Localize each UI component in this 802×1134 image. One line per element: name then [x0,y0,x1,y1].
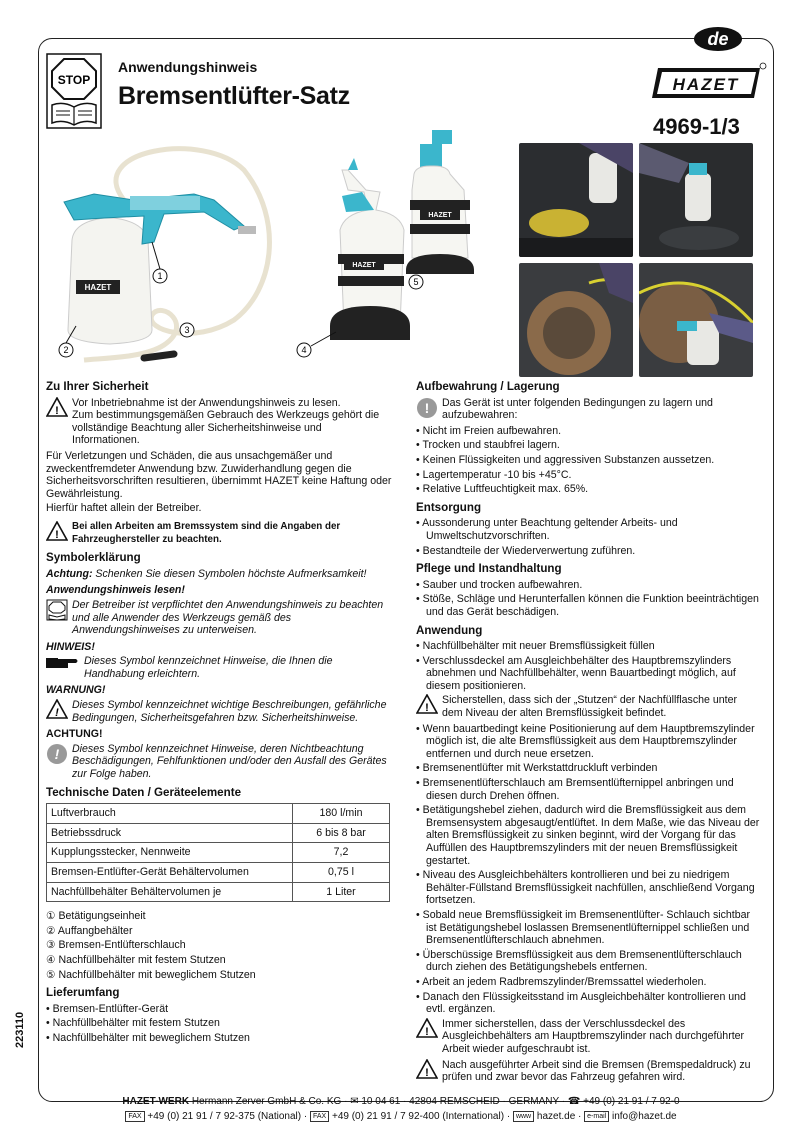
symbol-3-text: Dieses Symbol kennzeichnet wichtige Beschreibungen, gefährliche Bedingungen, Sicherheitsgefahren bzw. Sicherheitshinweise. [72,699,387,724]
list-item: • Keinen Flüssigkeiten und aggressiven Substanzen aussetzen. [416,453,715,466]
tech-value: 180 l/min [293,804,390,824]
fax-icon: FAX [125,1111,144,1122]
list-item: • Arbeit an jedem Radbremszylinder/Bremssattel wiederholen. [416,975,707,988]
svg-text:!: ! [55,528,59,541]
list-item: • Nicht im Freien aufbewahren. [416,424,562,437]
svg-text:!: ! [425,702,429,715]
safety-p2: Hierfür haftet allein der Betreiber. [46,502,202,515]
tech-label: Nachfüllbehälter Behältervolumen je [47,882,293,902]
usage-heading: Anwendung [416,623,483,637]
callout-3: 3 [184,325,190,335]
symbol-1 [46,599,392,637]
stop-book-icon [46,53,102,129]
symbol-4-text: Dieses Symbol kennzeichnet Hinweise, deren Nichtbeachtung Beschädigungen, Fehlfunktionen und/oder den Ausfall des Gerätes zur Folge haben. [72,742,387,781]
photo-workshop-2 [639,143,753,257]
footer-company: HAZET-WERK [122,1096,190,1107]
storage-intro: ! Das Gerät ist unter folgenden Bedingungen zu lagern und aufzubewahren: [416,397,760,422]
left-column [46,381,392,1047]
symbol-3 [46,699,392,724]
svg-text:HAZET: HAZET [84,283,112,292]
svg-text:HAZET: HAZET [352,262,376,269]
photo-brake-2 [639,263,753,377]
warning-triangle-icon [416,1018,438,1038]
safety-warn3: Bei allen Arbeiten am Bremssystem sind die Angaben der Fahrzeughersteller zu beachten. [72,520,341,545]
safety-heading: Zu Ihrer Sicherheit [46,380,149,393]
callout-4: 4 [301,345,307,355]
part-item: ① Betätigungseinheit [46,910,146,923]
symbol-4 [46,743,392,781]
safety-warning-2 [46,521,392,546]
table-row [47,804,390,824]
svg-text:STOP: STOP [57,73,91,87]
caution-circle-icon [416,397,438,419]
tech-value: 6 bis 8 bar [293,823,390,843]
tech-heading: Technische Daten / Geräteelemente [46,785,242,799]
callout-2: 2 [63,345,69,355]
symbol-4-title: ACHTUNG! [46,728,103,741]
safety-warn1: Vor Inbetriebnahme ist der Anwendungshinweis zu lesen. [72,396,341,409]
svg-text:!: ! [54,745,60,762]
web-icon: www [513,1111,534,1122]
footer-web[interactable]: hazet.de · [534,1111,585,1122]
achtung-text: Schenken Sie diesen Symbolen höchste Aufmerksamkeit! [92,567,367,580]
symbol-1-text: Der Betreiber ist verpflichtet den Anwendungshinweis zu beachten und alle Anwender des Werkzeugs gemäß des Anwendungshinweises zu unterweisen. [72,598,384,637]
table-row [47,882,390,902]
care-heading: Pflege und Instandhaltung [416,562,562,576]
page-title: Bremsentlüfter-Satz [118,82,350,110]
brand-text: HAZET [672,75,740,94]
list-item: • Wenn bauartbedingt keine Positionierung auf dem Hauptbremszylinder möglich ist, die alte Bremsflüssigkeit aus dem Hauptbremszylinder entfernen und durch neue ersetzen. [416,722,755,760]
mail-icon: e-mail [584,1111,609,1122]
list-item: • Relative Luftfeuchtigkeit max. 65%. [416,483,589,496]
tech-table [46,803,390,902]
table-row [47,823,390,843]
footer-address: Hermann Zerver GmbH & Co. KG · ✉ 10 04 61 · 42804 REMSCHEID · GERMANY · ☎ +49 (0) 21 91 / 7 92-0 [189,1096,680,1107]
list-item: • Sobald neue Bremsflüssigkeit im Bremsenentlüfter- Schlauch sichtbar ist Betätigungshebel loslassen Bremsenentlüfternippel schließen und Bremsenentlüfterschlauch abnehmen. [416,908,751,947]
symbol-3-title: WARNUNG! [46,684,106,697]
read-manual-icon [46,599,68,621]
list-item: • Betätigungshebel ziehen, dadurch wird die Bremsflüssigkeit aus dem Bremsensystem abgesaugt/entlüftet. In dem Maße, wie das Niveau der alten Bremsflüssigkeit zu sinken beginnt, wird der Vorgang für das Auffüllen des Hauptbremszylinders mit der neuen Bremsflüssigkeit gestartet. [416,804,760,867]
footer-mail[interactable]: info@hazet.de [609,1111,677,1122]
part-item: ② Auffangbehälter [46,924,133,937]
safety-warning-1 [46,397,392,447]
list-item: • Nachfüllbehälter mit festem Stutzen [46,1017,220,1030]
callout-5: 5 [413,277,419,287]
tech-label: Luftverbrauch [47,804,293,824]
list-item: • Nachfüllbehälter mit neuer Bremsflüssigkeit füllen [416,640,655,653]
tech-label: Kupplungsstecker, Nennweite [47,843,293,863]
tech-value: 7,2 [293,843,390,863]
list-item: • Bremsenentlüfter mit Werkstattdruckluft verbinden [416,762,658,775]
table-row [47,863,390,883]
tech-value: 0,75 l [293,863,390,883]
delivery-heading: Lieferumfang [46,986,120,1000]
list-item: • Überschüssige Bremsflüssigkeit aus dem Bremsenentlüfterschlauch durch ziehen des Betätigungshebels entfernen. [416,948,742,974]
symbol-2-text: Dieses Symbol kennzeichnet Hinweise, die Ihnen die Handhabung erleichtern. [84,655,333,680]
list-item: • Danach den Flüssigkeitsstand im Ausgleichbehälter kontrollieren und evtl. ergänzen. [416,990,746,1016]
svg-text:HAZET: HAZET [428,212,452,219]
warning-triangle-icon [416,694,438,714]
footer-line-1 [0,1096,802,1107]
tech-label: Betriebssdruck [47,823,293,843]
list-item: • Trocken und staubfrei lagern. [416,439,560,452]
document-number: 223110 [14,1011,26,1048]
usage-warning-b: ! Immer sicherstellen, dass der Verschlussdeckel des Ausgleichbehälters am Hauptbremszylinder nach durchgeführter Arbeit wieder aufgeschraubt ist. [416,1018,760,1056]
list-item: • Niveau des Ausgleichbehälters kontrollieren und bei zu niedrigem Behälter-Füllstand Bremsflüssigkeit nachfüllen, anschließend Vorgang fortsetzen. [416,869,755,907]
svg-text:!: ! [425,1066,429,1079]
part-item: ⑤ Nachfüllbehälter mit beweglichem Stutzen [46,968,256,981]
storage-heading: Aufbewahrung / Lagerung [416,380,560,393]
page-subtitle: Anwendungshinweis [118,59,258,75]
photo-workshop-1 [519,143,633,257]
footer-line-2: FAX +49 (0) 21 91 / 7 92-375 (National) · FAX +49 (0) 21 91 / 7 92-400 (International) · www hazet.de · e-mail info@hazet.de [0,1111,802,1122]
fax-icon: FAX [310,1111,329,1122]
table-row [47,843,390,863]
right-column [416,381,760,1087]
list-item: • Bestandteile der Wiederverwertung zuführen. [416,544,636,557]
product-illustration [44,130,516,376]
list-item: • Bremsen-Entlüfter-Gerät [46,1002,169,1015]
achtung-label: Achtung: [46,567,93,580]
svg-text:!: ! [424,399,430,416]
safety-p1: Für Verletzungen und Schäden, die aus unsachgemäßer und zweckentfremdeter Anwendung bzw. Zuwiderhandlung gegen die Sicherheitsvorschriften resultieren, übernimmt HAZET keine Haftung oder Gewährleistung. [46,449,392,500]
symbol-2-title: HINWEIS! [46,640,95,653]
list-item: • Aussonderung unter Beachtung geltender Arbeits- und Umweltschutzvorschriften. [416,517,678,542]
list-item: • Verschlussdeckel am Ausgleichbehälter des Hauptbremszylinders abnehmen und Nachfüllbehälter, wenn Bauartbedingt möglich, auf diesem positionieren. [416,654,736,692]
warning-triangle-icon [46,521,68,541]
language-badge: de [694,27,742,51]
tech-value: 1 Liter [293,882,390,902]
disposal-heading: Entsorgung [416,500,482,514]
hazet-logo [650,62,768,104]
photo-brake-1 [519,263,633,377]
usage-warning-a: ! Sicherstellen, dass sich der „Stutzen“ der Nachfüllflasche unter dem Niveau der alten Bremsflüssigkeit befindet. [416,694,760,719]
list-item: • Bremsenentlüfterschlauch am Bremsentlüfternippel anbringen und diesen durch Drehen öffnen. [416,777,734,802]
warning-triangle-icon [46,397,68,417]
safety-warn2: Zum bestimmungsgemäßen Gebrauch des Werkzeugs gehört die vollständige Beachtung aller Sicherheitshinweise und Informationen. [72,409,380,447]
caution-circle-icon [46,743,68,765]
list-item: • Stöße, Schläge und Herunterfallen können die Funktion beeinträchtigen und das Gerät beschädigen. [416,593,759,618]
svg-text:!: ! [55,707,59,720]
usage-warning-c: ! Nach ausgeführter Arbeit sind die Bremsen (Bremspedaldruck) zu prüfen und zwar bevor das Fahrzeug gefahren wird. [416,1059,760,1084]
callout-1: 1 [157,271,163,281]
part-number: 4969-1/3 [653,114,740,139]
svg-text:!: ! [425,1025,429,1038]
list-item: • Sauber und trocken aufbewahren. [416,578,583,591]
pointing-hand-icon [46,655,80,671]
part-item: ④ Nachfüllbehälter mit festem Stutzen [46,953,226,966]
symbol-2 [46,655,392,680]
list-item: • Nachfüllbehälter mit beweglichem Stutzen [46,1031,250,1044]
part-item: ③ Bremsen-Entlüfterschlauch [46,939,186,952]
list-item: • Lagertemperatur -10 bis +45°C. [416,468,572,481]
svg-text:!: ! [55,404,59,417]
tech-label: Bremsen-Entlüfter-Gerät Behältervolumen [47,863,293,883]
warning-triangle-icon [46,699,68,719]
symbol-1-title: Anwendungshinweis lesen! [46,584,185,597]
warning-triangle-icon [416,1059,438,1079]
symbols-heading: Symbolerklärung [46,551,141,565]
